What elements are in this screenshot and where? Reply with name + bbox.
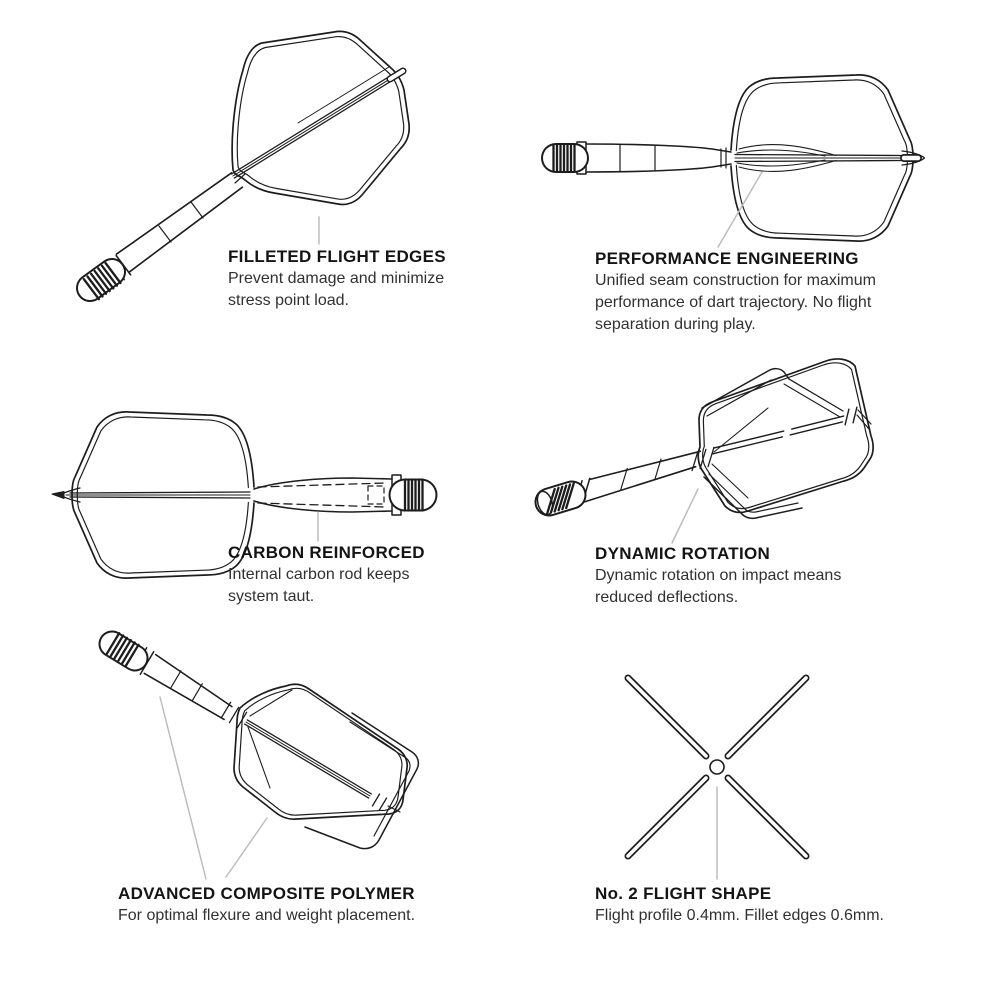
flight-profile-illustration — [628, 678, 806, 879]
feature-description: Unified seam construction for maximum performance of dart trajectory. No flight separation during play. — [595, 272, 876, 333]
dart-illustration-dynamic-rotation — [535, 359, 873, 543]
feature-description: Prevent damage and minimize stress point load. — [228, 270, 445, 309]
dart-illustration-advanced-composite-polymer — [107, 633, 419, 879]
leader-line — [672, 489, 698, 543]
feature-label-filleted-flight-edges — [228, 246, 463, 312]
feature-title: No. 2 FLIGHT SHAPE — [595, 884, 772, 903]
feature-label-no-2-flight-shape — [595, 883, 945, 927]
feature-title: DYNAMIC ROTATION — [595, 544, 771, 563]
leader-line — [718, 172, 762, 247]
feature-title: ADVANCED COMPOSITE POLYMER — [118, 884, 415, 903]
feature-description: Dynamic rotation on impact means reduced deflections. — [595, 567, 842, 606]
dart-illustration-performance-engineering — [554, 75, 925, 247]
feature-title: PERFORMANCE ENGINEERING — [595, 249, 859, 268]
feature-label-carbon-reinforced — [228, 542, 448, 608]
feature-description: Internal carbon rod keeps system taut. — [228, 566, 410, 605]
feature-description: Flight profile 0.4mm. Fillet edges 0.6mm. — [595, 907, 884, 924]
feature-label-advanced-composite-polymer — [118, 883, 488, 927]
feature-title: CARBON REINFORCED — [228, 543, 425, 562]
feature-description: For optimal flexure and weight placement. — [118, 907, 416, 924]
feature-title: FILLETED FLIGHT EDGES — [228, 247, 446, 266]
feature-label-performance-engineering — [595, 248, 929, 336]
leader-line — [160, 697, 206, 879]
leader-line — [226, 818, 267, 877]
feature-label-dynamic-rotation — [595, 543, 895, 609]
